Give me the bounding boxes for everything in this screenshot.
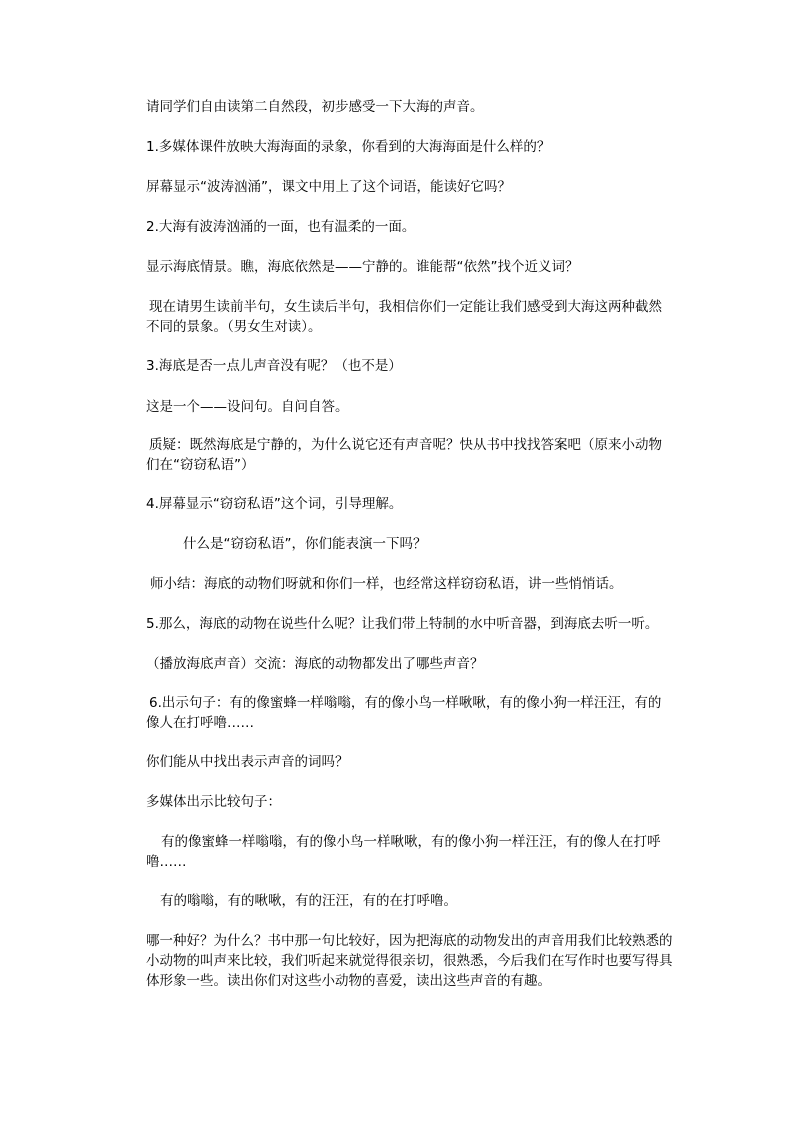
paragraph-seabed-scene: 显示海底情景。瞧，海底依然是——宁静的。谁能帮“依然”找个近义词？	[146, 259, 579, 275]
paragraph-step-1: 1.多媒体课件放映大海海面的录象，你看到的大海海面是什么样的？	[146, 139, 551, 155]
paragraph-conclusion: 哪一种好？为什么？书中那一句比较好，因为把海底的动物发出的声音用我们比较熟悉的小动物的叫声来比较，我们听起来就觉得很亲切，很熟悉，今后我们在写作时也要写得具体形象一些。读出你们对这些小动物的喜爱，读出这些声音的有趣。	[146, 933, 673, 989]
paragraph-step-2: 2.大海有波涛汹涌的一面，也有温柔的一面。	[146, 219, 416, 235]
paragraph-step-6: 6.出示句子：有的像蜜蜂一样嗡嗡，有的像小鸟一样啾啾，有的像小狗一样汪汪，有的像人在打呼噜……	[146, 695, 662, 731]
paragraph-intro: 请同学们自由读第二自然段，初步感受一下大海的声音。	[146, 99, 484, 115]
paragraph-question: 质疑：既然海底是宁静的，为什么说它还有声音呢？快从书中找找答案吧（原来小动物们在“窃窃私语”）	[146, 437, 662, 473]
paragraph-compare-sentence-b: 有的嗡嗡，有的啾啾，有的汪汪，有的在打呼噜。	[160, 893, 457, 909]
paragraph-compare-sentence-a: 有的像蜜蜂一样嗡嗡，有的像小鸟一样啾啾，有的像小狗一样汪汪，有的像人在打呼噜……	[146, 834, 661, 870]
paragraph-step-5: 5.那么，海底的动物在说些什么呢？让我们带上特制的水中听音器，到海底去听一听。	[146, 616, 659, 632]
paragraph-screen-display: 屏幕显示“波涛汹涌”，课文中用上了这个词语，能读好它吗？	[146, 179, 511, 195]
paragraph-compare-intro: 多媒体出示比较句子：	[146, 794, 281, 810]
paragraph-play-sound: （播放海底声音）交流：海底的动物都发出了哪些声音？	[146, 656, 484, 672]
paragraph-boys-girls-reading: 现在请男生读前半句，女生读后半句，我相信你们一定能让我们感受到大海这两种截然不同的景象。（男女生对读）。	[146, 299, 662, 335]
paragraph-find-words: 你们能从中找出表示声音的词吗？	[146, 754, 349, 770]
paragraph-teacher-summary: 师小结：海底的动物们呀就和你们一样，也经常这样窃窃私语，讲一些悄悄话。	[150, 576, 623, 592]
paragraph-step-3: 3.海底是否一点儿声音没有呢？（也不是）	[146, 358, 402, 374]
paragraph-whisper-question: 什么是“窃窃私语”，你们能表演一下吗？	[183, 536, 427, 552]
paragraph-rhetorical-question: 这是一个——设问句。自问自答。	[146, 399, 349, 415]
paragraph-step-4: 4.屏幕显示“窃窃私语”这个词，引导理解。	[146, 496, 403, 512]
